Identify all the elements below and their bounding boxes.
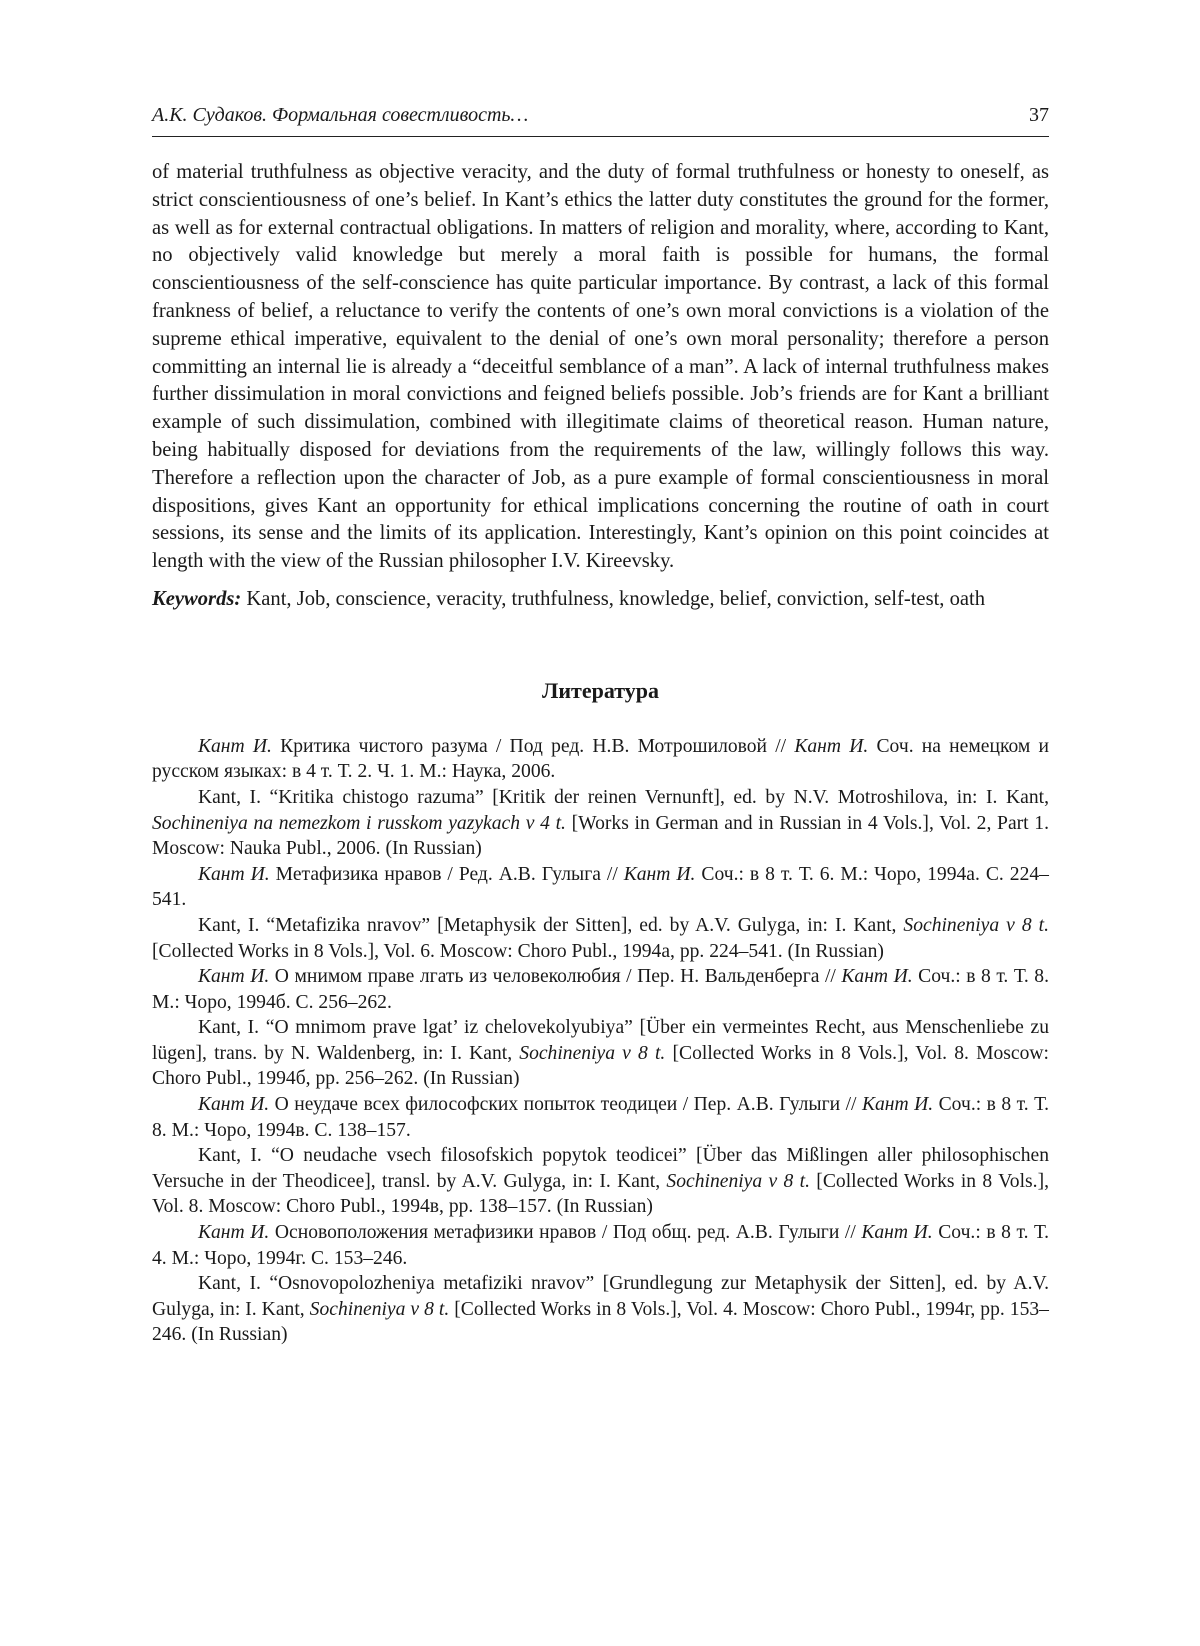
reference-item: Кант И. О неудаче всех философских попыток теодицеи / Пер. А.В. Гулыги // Кант И. Соч.: в 8 т. Т. 8. М.: Чоро, 1994в. С. 138–157.: [152, 1094, 1049, 1141]
ref-author: Кант И.: [198, 735, 272, 757]
page-number: 37: [1029, 104, 1049, 126]
ref-author: Кант И.: [198, 1222, 270, 1244]
running-head: [152, 104, 1049, 137]
running-title: А.К. Судаков. Формальная совестливость…: [152, 104, 529, 126]
keywords: [152, 586, 1049, 614]
reference-item: Кант И. Основоположения метафизики нравов / Под общ. ред. А.В. Гулыги // Кант И. Соч.: в 8 т. Т. 4. М.: Чоро, 1994г. С. 153–246.: [152, 1222, 1049, 1269]
ref-author: Кант И.: [198, 863, 270, 885]
ref-author: Кант И.: [198, 966, 270, 988]
reference-item: Кант И. Метафизика нравов / Ред. А.В. Гулыга // Кант И. Соч.: в 8 т. Т. 6. М.: Чоро, 1994а. С. 224–541.: [152, 863, 1049, 911]
reference-item: Kant, I. “Kritika chistogo razuma” [Kritik der reinen Vernunft], ed. by N.V. Motroshilova, in: I. Kant, Sochineniya na nemezkom i russkom yazykach v 4 t. [Works in German and in Russian in 4 Vols.], Vol. 2, Part 1. Moscow: Nauka Publ., 2006. (In Russian): [152, 786, 1050, 860]
references-list: [152, 734, 1049, 1348]
keywords-label: Keywords:: [152, 587, 242, 610]
reference-item: Kant, I. “O neudache vsech filosofskich popytok teodicei” [Über das Mißlingen aller philosophischen Versuche in der Theodicee], transl. by A.V. Gulyga, in: I. Kant, Sochineniya v 8 t. [Collected Works in 8 Vols.], Vol. 8. Moscow: Choro Publ., 1994в, pp. 138–157. (In Russian): [152, 1145, 1049, 1218]
journal-page: [152, 104, 1049, 1348]
reference-item: Кант И. О мнимом праве лгать из человеколюбия / Пер. Н. Вальденберга // Кант И. Соч.: в 8 т. Т. 8. М.: Чоро, 1994б. С. 256–262.: [152, 966, 1049, 1013]
keywords-list: Kant, Job, conscience, veracity, truthfulness, knowledge, belief, conviction, self-test, oath: [246, 587, 986, 610]
reference-item: Кант И. Критика чистого разума / Под ред. Н.В. Мотрошиловой // Кант И. Соч. на немецком и русском языках: в 4 т. Т. 2. Ч. 1. М.: Наука, 2006.: [152, 735, 1049, 783]
reference-item: Kant, I. “Metafizika nravov” [Metaphysik der Sitten], ed. by A.V. Gulyga, in: I. Kant, Sochineniya v 8 t. [Collected Works in 8 Vols.], Vol. 6. Moscow: Choro Publ., 1994a, pp. 224–541. (In Russian): [152, 914, 1049, 962]
abstract-text: of material truthfulness as objective veracity, and the duty of formal truthfulness or honesty to oneself, as strict conscientiousness of one’s belief. In Kant’s ethics the latter duty constitutes the ground for the former, as well as for external contractual obligations. In matters of religion and morality, where, according to Kant, no objectively valid knowledge but merely a moral faith is possible for humans, the formal conscientiousness of the self-conscience has quite particular importance. By contrast, a lack of this formal frankness of belief, a reluctance to verify the contents of one’s own moral convictions is a violation of the supreme ethical imperative, equivalent to the denial of one’s own moral personality; therefore a person committing an internal lie is already a “deceitful semblance of a man”. A lack of internal truthfulness makes further dissimulation in moral convictions and feigned beliefs possible. Job’s friends are for Kant a brilliant example of such dissimulation, combined with illegitimate claims of theoretical reason. Human nature, being habitually disposed for deviations from the requirements of the law, willingly follows this way. Therefore a reflection upon the character of Job, as a pure example of formal conscientiousness in moral dispositions, gives Kant an opportunity for ethical implications concerning the routine of oath in court sessions, its sense and the limits of its application. Interestingly, Kant’s opinion on this point coincides at length with the view of the Russian philosopher I.V. Kireevsky.: [152, 161, 1049, 573]
ref-author: Кант И.: [198, 1094, 270, 1116]
reference-item: Kant, I. “O mnimom prave lgat’ iz chelovekolyubiya” [Über ein vermeintes Recht, aus Menschenliebe zu lügen], trans. by N. Waldenberg, in: I. Kant, Sochineniya v 8 t. [Collected Works in 8 Vols.], Vol. 8. Moscow: Choro Publ., 1994б, pp. 256–262. (In Russian): [152, 1017, 1050, 1090]
reference-item: Kant, I. “Osnovopolozheniya metafiziki nravov” [Grundlegung zur Metaphysik der Sitten], ed. by A.V. Gulyga, in: I. Kant, Sochineniya v 8 t. [Collected Works in 8 Vols.], Vol. 4. Moscow: Choro Publ., 1994г, pp. 153–246. (In Russian): [152, 1273, 1049, 1346]
references-title: Литература: [541, 677, 660, 703]
